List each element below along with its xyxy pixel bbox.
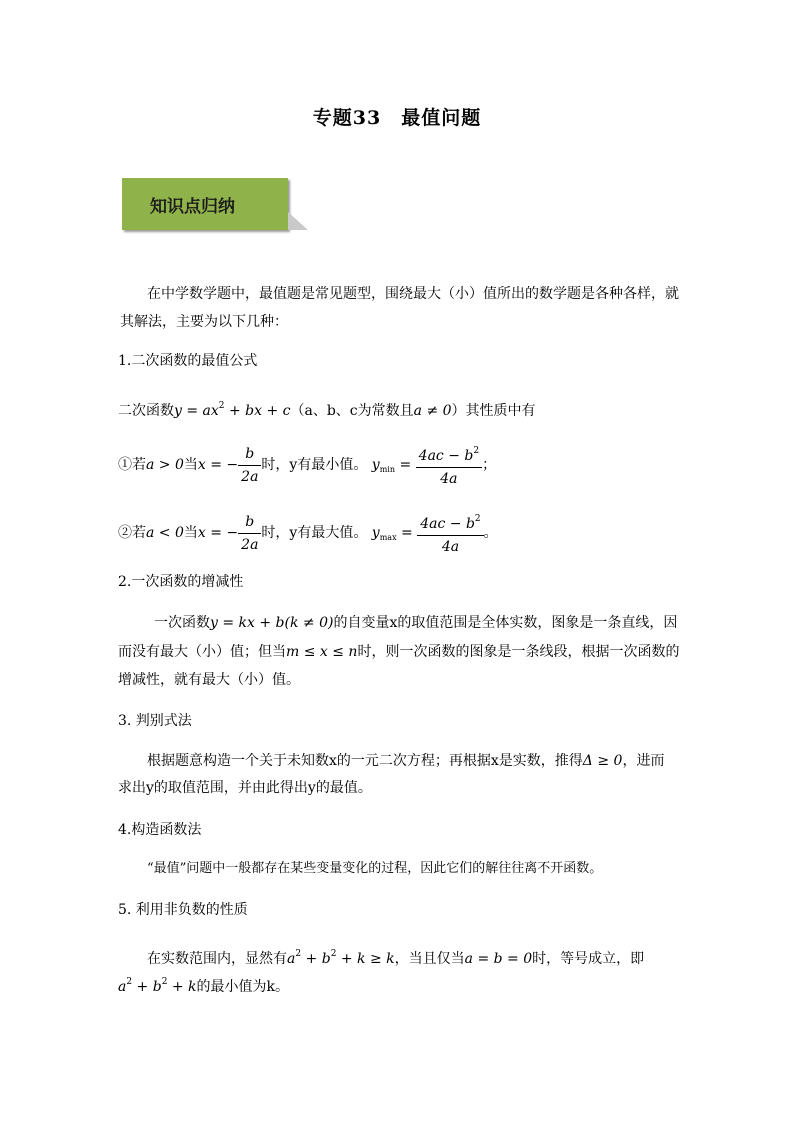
frac-num: b: [238, 511, 261, 534]
frac-num: b: [238, 443, 261, 466]
ymin-symbol: [372, 457, 395, 473]
sec4-line-1: “最值”问题中一般都存在某些变量变化的过程，因此它们的解往往离不开函数。: [147, 861, 603, 876]
sec5-c: + k ≥ k: [336, 951, 395, 967]
sec5-l1-post: 时，等号成立，即: [532, 951, 645, 967]
ymin-sub: min: [379, 465, 396, 474]
sec1-heading: 1.二次函数的最值公式: [118, 353, 258, 369]
ymax-y: y: [371, 525, 380, 541]
sec5-l1-cond: a = b = 0: [464, 951, 533, 967]
case1-x: x = −: [197, 457, 239, 473]
sec1-formula-b: + bx + c: [224, 403, 291, 419]
frac-num: [417, 508, 483, 536]
sec4-heading: 4.构造函数法: [118, 822, 202, 838]
case2-text: 时，y有最大值。: [261, 525, 368, 541]
sec1-formula: [174, 403, 291, 419]
sec5-b: + b: [301, 951, 331, 967]
sec2-l1-post: 的自变量x的取值范围是全体实数，图象是一条直线，因: [333, 615, 678, 631]
frac-num-text: 4ac − b: [418, 448, 474, 464]
case2-end: 。: [483, 525, 498, 541]
case1-cond: a > 0: [146, 457, 184, 473]
ymin-y: y: [371, 457, 380, 473]
sec1-case-1: ①若a > 0当x = − $\frac{b}{2a}$ 时，y有最小值。 $y_{min}$ = $\frac{4ac - b^2}{4a}$ ；: [118, 440, 496, 490]
sec5-l1-formula: [287, 951, 395, 967]
ymax-sub: max: [379, 533, 397, 542]
fraction-b-over-2a: [238, 511, 261, 556]
sec3-line-2: 求出y的取值范围，并由此得出y的最值。: [118, 780, 372, 796]
sec1-case-2: ②若a < 0当x = − $\frac{b}{2a}$ 时，y有最大值。 $y_{max}$ = $\frac{4ac - b^2}{4a}$ 。: [118, 508, 498, 558]
ymax-symbol: [372, 525, 397, 541]
sec3-line-1: [147, 751, 664, 771]
sec2-line-3: 增减性，就有最大（小）值。: [118, 672, 300, 688]
sec1-line-1: [118, 396, 536, 421]
case2-pre: ②若: [118, 525, 146, 541]
sec5-b-sup: 2: [330, 949, 337, 959]
fraction-4ac-over-4a: [417, 508, 483, 558]
fraction-4ac-over-4a: [416, 440, 482, 490]
sec5-l1-mid: ，当且仅当: [394, 951, 465, 967]
sec3-l1-post: ，进而: [622, 753, 665, 769]
sec1-l1-cond: a ≠ 0: [413, 403, 452, 419]
sec1-formula-a: y = ax: [174, 403, 219, 419]
frac-num-sup: 2: [474, 514, 481, 524]
sec3-l1-pre: 根据题意构造一个关于未知数x的一元二次方程；再根据x是实数，推得: [147, 753, 583, 769]
sec5-l2-a-sup: 2: [126, 977, 133, 987]
intro-line-2: 其解法，主要为以下几种：: [120, 314, 288, 330]
sec2-l1-formula: y = kx + b(k ≠ 0): [210, 615, 334, 631]
sec2-line-1: [154, 613, 677, 633]
case2-x: x = −: [197, 525, 239, 541]
sec1-l1-pre: 二次函数: [118, 403, 174, 419]
fraction-b-over-2a: [238, 443, 261, 488]
case2-when: 当: [183, 525, 198, 541]
sec5-line-1: [147, 944, 644, 969]
case1-end: ；: [482, 457, 497, 473]
sec5-l2-b-sup: 2: [161, 977, 168, 987]
sec5-heading: 5. 利用非负数的性质: [118, 902, 248, 918]
sec2-heading: 2.一次函数的增减性: [118, 574, 244, 590]
frac-den: 4a: [440, 471, 458, 487]
frac-den: 4a: [441, 539, 460, 555]
sec2-l2-post: 时，则一次函数的图象是一条线段，根据一次函数的: [357, 644, 680, 660]
sec5-l2-formula: [118, 979, 197, 995]
frac-den: 2a: [241, 536, 259, 553]
frac-num: [416, 440, 482, 468]
case2-cond: a < 0: [146, 525, 184, 541]
sec5-line-2: [118, 972, 289, 997]
frac-num-sup: 2: [473, 446, 480, 456]
sec5-l2-b: + b: [132, 979, 162, 995]
sec2-l1-pre: 一次函数: [154, 615, 210, 631]
sec5-l1-pre: 在实数范围内，显然有: [147, 951, 287, 967]
sec1-l1-post: ）其性质中有: [451, 403, 536, 419]
case1-text: 时，y有最小值。: [261, 457, 368, 473]
banner-label: 知识点归纳: [150, 197, 235, 217]
case1-pre: ①若: [118, 457, 146, 473]
case1-when: 当: [183, 457, 198, 473]
page-title: 专题33 最值问题: [312, 107, 482, 129]
sec2-line-2: [118, 642, 679, 662]
sec1-formula-sup: 2: [218, 401, 225, 411]
frac-den: 2a: [241, 468, 259, 485]
sec5-l2-a: a: [118, 979, 127, 995]
sec1-l1-mid: （a、b、c为常数且: [290, 403, 414, 419]
sec5-l2-c: + k: [167, 979, 197, 995]
sec3-l1-formula: Δ ≥ 0: [582, 753, 623, 769]
sec5-a-sup: 2: [295, 949, 302, 959]
intro-line-1: 在中学数学题中，最值题是常见题型，围绕最大（小）值所出的数学题是各种各样，就: [147, 286, 679, 302]
banner-tail-decoration: [288, 212, 308, 230]
sec2-l2-pre: 而没有最大（小）值；但当: [118, 644, 286, 660]
sec5-l2-post: 的最小值为k。: [196, 979, 290, 995]
sec5-a: a: [287, 951, 296, 967]
frac-num-text: 4ac − b: [420, 516, 475, 532]
sec2-l2-formula: m ≤ x ≤ n: [286, 644, 358, 660]
sec3-heading: 3. 判别式法: [118, 713, 192, 729]
